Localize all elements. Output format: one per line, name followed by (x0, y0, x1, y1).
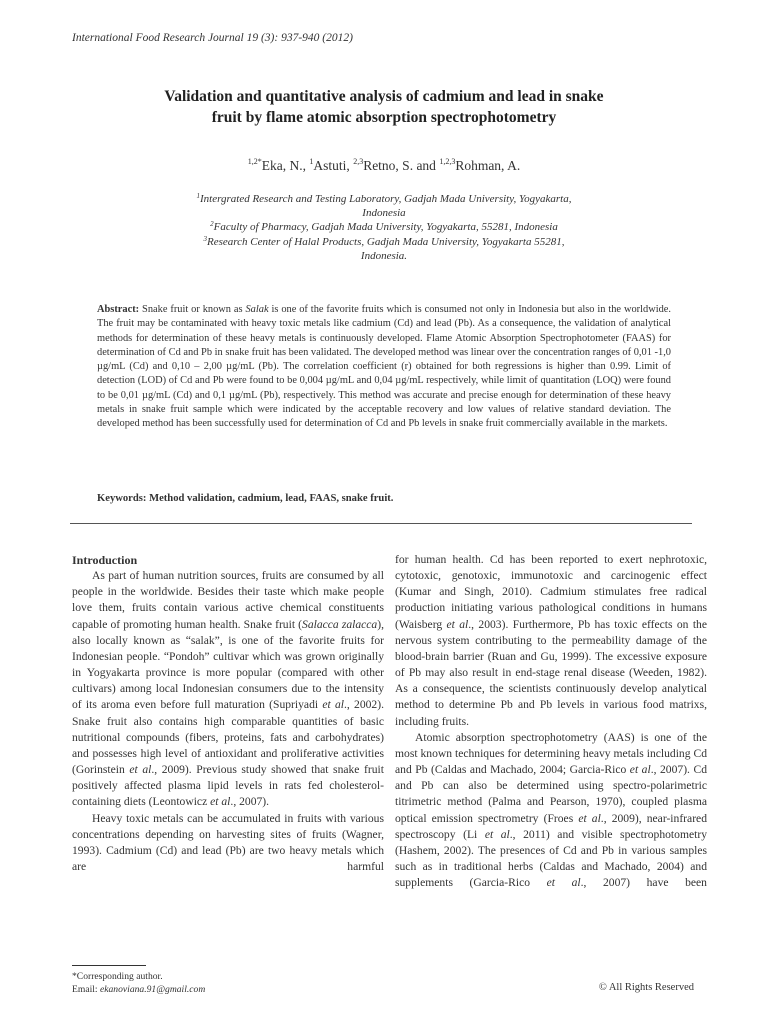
intro-p4-text-4: ., 2011) and visible spectrophotometry (Hashem, 2002). The presences of Cd and Pb in various samples such as in traditional herbs (Caldas and Machado, 2004) and supplements (Garcia-Rico (395, 827, 707, 890)
intro-paragraph-4 (395, 730, 707, 892)
email-line (72, 984, 205, 997)
intro-p1-text-1: As part of human nutrition sources, fruits are consumed by all people in the worldwide. Besides their taste which make people love them, fruits contain various active chemical constituents capable of promoting human health. Snake fruit ( (72, 569, 384, 631)
affiliation-2 (120, 220, 648, 234)
affiliation-1-line-2: Indonesia (362, 207, 406, 220)
intro-p1-etal-2: et al (129, 763, 152, 777)
intro-p4-text-1: Atomic absorption spectrophotometry (AAS) is one of the most known techniques for determining heavy metals including Cd and Pb (Caldas and Machado, 2004; Garcia-Rico (395, 730, 707, 777)
right-column (395, 552, 707, 891)
intro-p4-etal-3: et al (484, 827, 510, 841)
intro-p4-text-5: ., 2007) have been (580, 876, 707, 890)
author-2: Astuti, (313, 158, 354, 173)
copyright-notice: © All Rights Reserved (598, 982, 694, 993)
corresponding-author-note: *Corresponding author. (72, 971, 163, 982)
author-3: Retno, S. and (363, 158, 440, 173)
affiliation-3-mark: 3 (203, 234, 208, 243)
intro-p4-text-2: ., 2007). Cd and Pb can also be determined using spectro-polarimetric titrimetric method (Palma and Pearson, 1970), coupled plasma optical emission spectrometry (Froes (395, 763, 707, 825)
author-4: Rohman, A. (455, 158, 521, 173)
author-list (110, 158, 658, 174)
intro-p1-text-4: ., 2009). Previous study showed that snake fruit positively affected plasma lipid levels in rats fed cholesterol-containing diets (Leontowicz (72, 763, 384, 809)
intro-paragraph-2: Heavy toxic metals can be accumulated in fruits with various concentrations depending on harvesting sites of fruits (Wagner, 1993). Cadmium (Cd) and lead (Pb) are two heavy metals which are harmful (72, 811, 384, 873)
affiliation-1-line-1: Intergrated Research and Testing Laboratory, Gadjah Mada University, Yogyakarta, (200, 193, 572, 205)
author-1-affil: 1,2* (247, 157, 262, 166)
author-3-affil: 2,3 (353, 157, 364, 166)
abstract-text-2: is one of the favorite fruits which is consumed not only in Indonesia but also in the worldwide. The fruit may be contaminated with heavy toxic metals like cadmium (Cd) and lead (Pb). As a consequence, the validation of analytical methods for determination of these heavy metals is continuously developed. Flame Atomic Absorption Spectrophotometer (FAAS) for determination of Cd and Pb in snake fruit has been validated. The developed method was linear over the concentration ranges of 0,01 -1,0 µg/mL (Cd) and 0,10 – 2,00 µg/mL (Pb). The correlation coefficient (r) obtained for both regressions is higher than 0.99. Limit of detection (LOD) of Cd and Pb were found to be 0,004 µg/mL and 0,04 µg/mL respectively, while limit of quantitation (LOQ) were found to be 0,01 µg/mL (Cd) and 0,1 µg/mL (Pb), respectively. This method was accurate and precise enough for determination of these heavy metals in snake fruit sample which were indicated by the acceptable recovery and low values of relative standard deviation. The developed method has been successfully used for determination of Cd and Pb levels in snake fruit commercially available in the markets. (97, 304, 671, 429)
intro-p1-etal-3: et al (210, 795, 231, 809)
intro-p1-text-5: ., 2007). (230, 795, 270, 809)
footnote (72, 971, 205, 996)
abstract (97, 303, 671, 431)
affiliation-2-line-1: Faculty of Pharmacy, Gadjah Mada University, Yogyakarta, 55281, Indonesia (213, 221, 558, 234)
affiliation-3-line-2: Indonesia. (360, 249, 408, 262)
title-line-1: Validation and quantitative analysis of cadmium and lead in snake (164, 88, 604, 105)
intro-p4-etal-1: et al (629, 763, 651, 777)
intro-p1-etal-1: et al (322, 698, 344, 712)
abstract-salak: Salak (245, 304, 269, 315)
affiliation-1-mark: 1 (196, 192, 201, 200)
intro-p1-species: Salacca zalacca (302, 617, 378, 631)
footnote-divider (72, 965, 146, 966)
email-link[interactable]: ekanoviana.91@gmail.com (99, 983, 206, 995)
affiliation-3 (120, 235, 648, 249)
intro-paragraph-1 (72, 568, 384, 810)
intro-p3-text-2: ., 2003). Furthermore, Pb has toxic effects on the nervous system contributing to the permeability damage of the blood-brain barrier (Ruan and Gu, 1999). The excessive exposure of Pb may also result in end-stage renal disease (Weeden, 1982). As a consequence, the scientists continuously develop analytical method to determine Pb and Pb levels in various food matrixs, including fruits. (395, 617, 707, 728)
intro-p1-text-3: ., 2002). Snake fruit also contains high comparable quantities of basic nutritional compounds (fibers, proteins, fats and carbohydrates) and possesses high level of antioxidant and proliferative activities (Gorinstein (72, 698, 384, 777)
journal-citation: International Food Research Journal 19 (3): 937-940 (2012) (72, 32, 353, 44)
author-2-affil: 1 (309, 157, 314, 166)
affiliations (120, 192, 648, 263)
intro-p1-text-2: ), also locally known as “salak”, is one of the favorite fruits for Indonesian people. “Pondoh” cultivar which was grown originally in Yogyakarta province is more popular (compared with other cultivars) among local Indonesian consumers due to the intensity of its aroma even before full maturation (Supriyadi (72, 617, 384, 712)
intro-p3-text-1: for human health. Cd has been reported to exert nephrotoxic, cytotoxic, genotoxic, immunotoxic and carcinogenic effect (Kumar and Singh, 2010). Cadmium stimulates free radical production initiating various pathological conditions in humans (Waisberg (395, 553, 707, 631)
section-divider (70, 523, 692, 524)
title-line-2: fruit by flame atomic absorption spectrophotometry (211, 109, 557, 126)
intro-p4-etal-4: et al (546, 876, 581, 890)
intro-p4-text-3: ., 2009), near-infrared spectroscopy (Li (395, 811, 707, 841)
intro-p4-etal-2: et al (578, 811, 601, 825)
abstract-text-1: Snake fruit or known as (139, 304, 246, 315)
author-4-affil: 1,2,3 (439, 157, 456, 166)
paper-title (110, 86, 658, 128)
email-label: Email: (72, 983, 100, 995)
keywords: Keywords: Method validation, cadmium, lead, FAAS, snake fruit. (97, 493, 394, 504)
intro-paragraph-3 (395, 552, 707, 730)
affiliation-3-line-1: Research Center of Halal Products, Gadjah Mada University, Yogyakarta 55281, (207, 235, 565, 248)
abstract-label: Abstract: (97, 304, 140, 315)
affiliation-2-mark: 2 (210, 220, 214, 229)
left-column (72, 552, 384, 875)
author-1: Eka, N., (261, 158, 310, 173)
section-heading-introduction: Introduction (72, 553, 138, 567)
intro-p3-etal: et al (446, 617, 469, 631)
affiliation-1 (120, 192, 648, 206)
